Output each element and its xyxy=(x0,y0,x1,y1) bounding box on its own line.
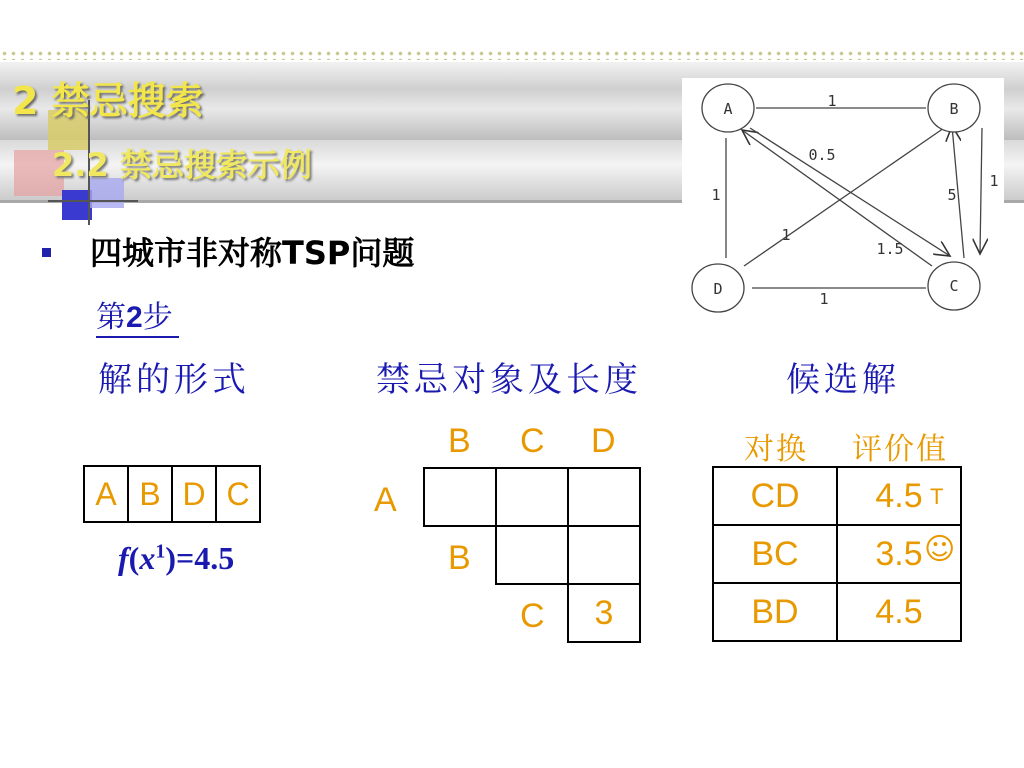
table-row xyxy=(713,467,961,525)
solution-table xyxy=(83,465,261,523)
tabu-col-b: B xyxy=(448,422,471,460)
cand-value: 4.5 xyxy=(837,467,961,525)
tabu-mark: T xyxy=(930,484,944,509)
solution-cell: A xyxy=(84,466,128,522)
tabu-col-d: D xyxy=(591,422,616,460)
objective-value: $f(x^1)=4.5$ xyxy=(118,540,235,576)
tabu-row-a: A xyxy=(374,481,397,519)
cand-swap: CD xyxy=(713,467,837,525)
col-candidates: 候选解 xyxy=(786,360,900,400)
tabu-col-c: C xyxy=(520,422,545,460)
weight-bc-right: 1 xyxy=(989,172,999,190)
weight-dc: 1 xyxy=(819,290,829,308)
col-tabu: 禁忌对象及长度 xyxy=(376,360,642,400)
slide-title: 2 禁忌搜索 xyxy=(12,79,204,123)
bullet-square xyxy=(42,248,51,257)
problem-heading: 四城市非对称TSP问题 xyxy=(90,234,415,272)
cand-swap: BC xyxy=(713,525,837,583)
edge-bc xyxy=(980,128,982,254)
slide-subtitle: 2.2 禁忌搜索示例 xyxy=(52,146,312,184)
col-solution-form: 解的形式 xyxy=(98,360,250,400)
node-b: B xyxy=(949,100,959,118)
edge-db xyxy=(744,128,944,266)
tsp-graph-svg xyxy=(682,78,1004,318)
cand-head-value: 评价值 xyxy=(852,432,948,467)
dotted-border xyxy=(0,50,1024,60)
tabu-cell-bd xyxy=(567,525,641,585)
tabu-cell-cd: 3 xyxy=(567,583,641,643)
cand-value: 4.5 xyxy=(837,583,961,641)
tabu-row-c: C xyxy=(520,597,545,635)
weight-ad: 1 xyxy=(711,186,721,204)
solution-cell: D xyxy=(172,466,216,522)
node-a: A xyxy=(723,100,733,118)
cand-swap: BD xyxy=(713,583,837,641)
cand-value: 3.5 xyxy=(837,525,961,583)
weight-db: 1 xyxy=(781,226,791,244)
tabu-row-b: B xyxy=(448,539,471,577)
tabu-cell-ad xyxy=(567,467,641,527)
weight-ca: 1.5 xyxy=(876,240,904,258)
weight-cb-left: 5 xyxy=(947,186,957,204)
smiley-icon: ☺ xyxy=(924,532,956,567)
edge-ac xyxy=(750,128,950,256)
table-row xyxy=(713,583,961,641)
step-label: 第2步 xyxy=(96,292,179,338)
solution-cell: B xyxy=(128,466,172,522)
cand-head-swap: 对换 xyxy=(744,432,808,467)
tabu-cell-ac xyxy=(495,467,569,527)
tsp-graph xyxy=(682,78,1004,318)
tabu-cell-bc xyxy=(495,525,569,585)
weight-ab: 1 xyxy=(827,92,837,110)
weight-ac: 0.5 xyxy=(808,146,836,164)
decor-line-h xyxy=(48,200,138,202)
node-c: C xyxy=(949,277,959,295)
solution-cell: C xyxy=(216,466,260,522)
tabu-cell-ab xyxy=(423,467,497,527)
node-d: D xyxy=(713,280,723,298)
